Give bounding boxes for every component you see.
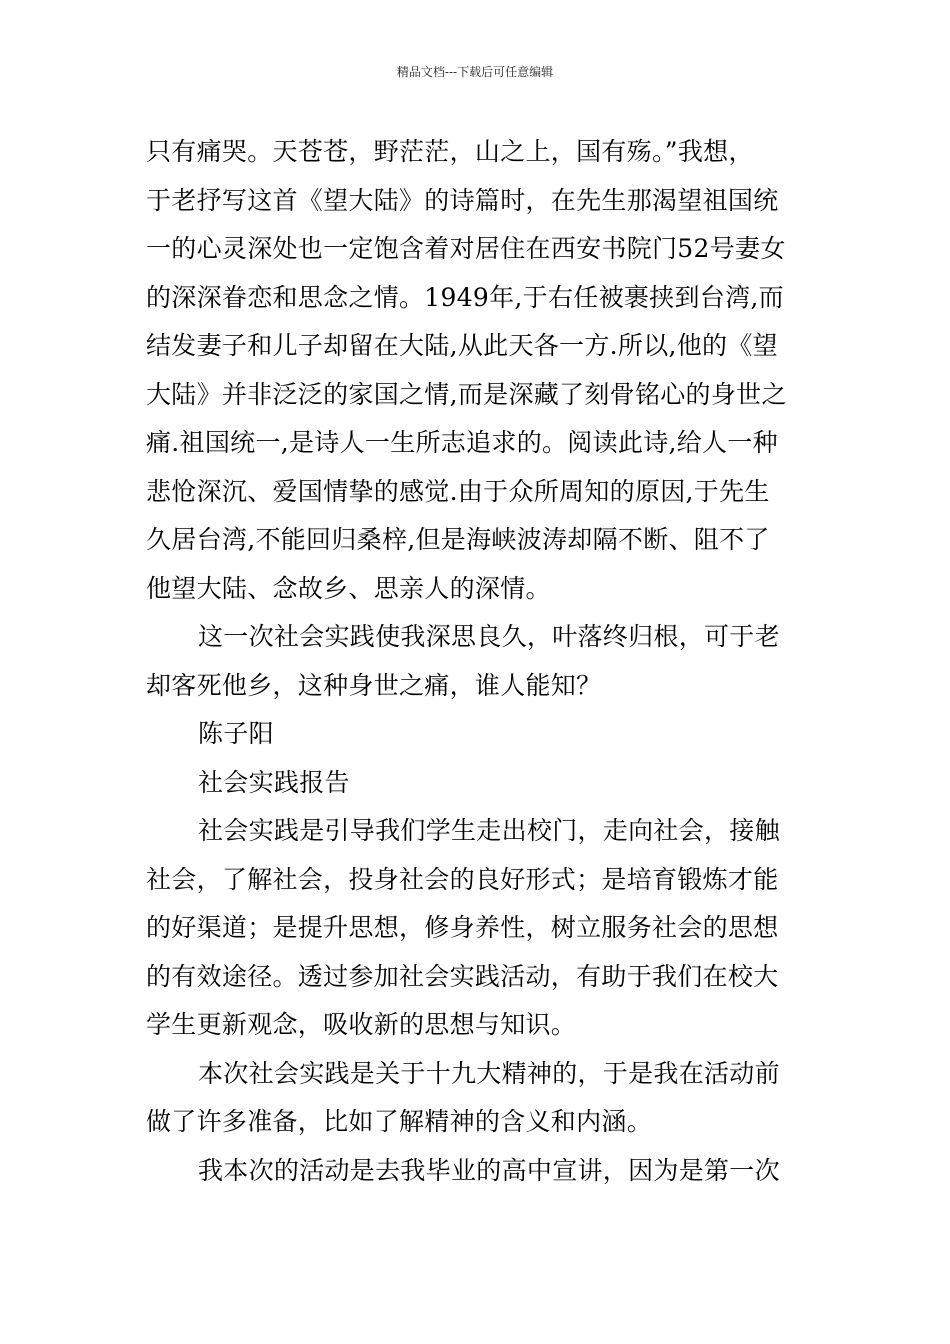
text-line: 我本次的活动是去我毕业的高中宣讲，因为是第一次 (198, 1155, 780, 1185)
text-line: 痛.祖国统一,是诗人一生所志追求的。阅读此诗,给人一种 (146, 428, 778, 457)
text-line: 学生更新观念，吸收新的思想与知识。 (146, 1010, 577, 1039)
body-text (146, 128, 818, 1195)
page-header: 精品文档---下载后可任意编辑 (396, 65, 554, 79)
section-title: 社会实践报告 (198, 767, 350, 797)
text-line: 于老抒写这首《望大陆》的诗篇时，在先生那渴望祖国统 (146, 185, 779, 215)
text-line: 结发妻子和儿子却留在大陆,从此天各一方.所以,他的《望 (146, 331, 778, 360)
text-line: 社会实践是引导我们学生走出校门，走向社会，接触 (198, 816, 780, 845)
text-line: 只有痛哭。天苍苍，野茫茫，山之上，国有殇。”我想， (146, 137, 754, 166)
text-line: 久居台湾,不能回归桑梓,但是海峡波涛却隔不断、阻不了 (146, 525, 770, 554)
text-line: 的有效途径。透过参加社会实践活动，有助于我们在校大 (146, 961, 779, 991)
text-line: 悲怆深沉、爱国情挚的感觉.由于众所周知的原因,于先生 (146, 476, 770, 506)
text-line: 的深深眷恋和思念之情。1949年,于右任被裹挟到台湾,而 (146, 282, 784, 312)
text-line: 的好渠道；是提升思想，修身养性，树立服务社会的思想 (146, 913, 779, 942)
text-line: 却客死他乡，这种身世之痛，谁人能知？ (146, 670, 602, 700)
text-line: 一的心灵深处也一定饱含着对居住在西安书院门52号妻女 (146, 234, 786, 263)
text-line: 社会，了解社会，投身社会的良好形式；是培育锻炼才能 (146, 864, 779, 894)
author-name: 陈子阳 (198, 719, 274, 748)
text-line: 本次社会实践是关于十九大精神的，于是我在活动前 (198, 1058, 780, 1088)
text-line: 做了许多准备，比如了解精神的含义和内涵。 (146, 1107, 653, 1136)
text-line: 他望大陆、念故乡、思亲人的深情。 (146, 573, 551, 603)
text-line: 大陆》并非泛泛的家国之情,而是深藏了刻骨铭心的身世之 (146, 379, 787, 409)
text-line: 这一次社会实践使我深思良久，叶落终归根，可于老 (198, 622, 780, 651)
